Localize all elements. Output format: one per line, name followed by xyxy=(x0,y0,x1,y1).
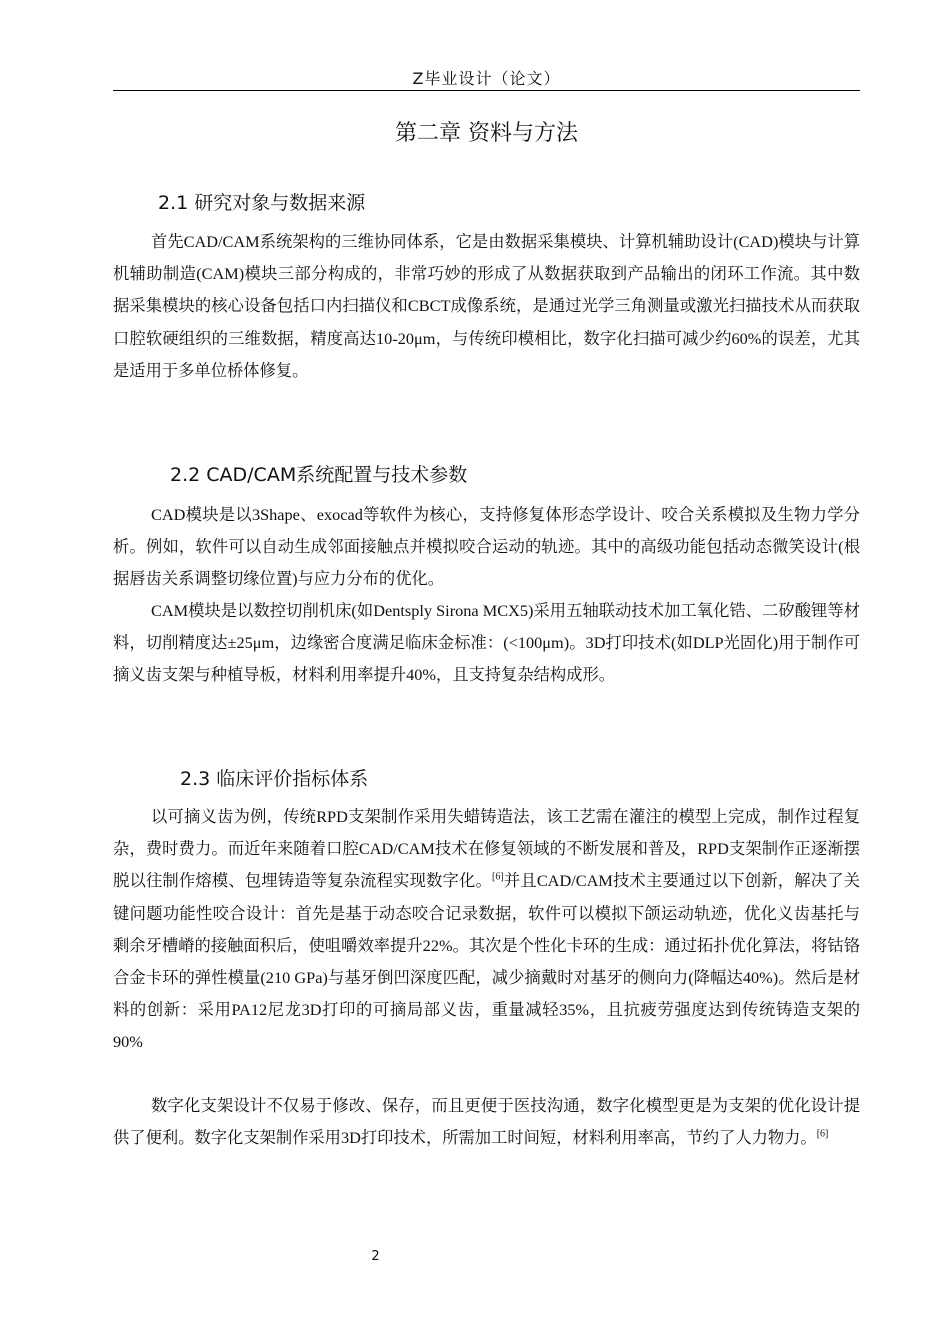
paragraph-text: 并且CAD/CAM技术主要通过以下创新，解决了关键问题功能性咬合设计：首先是基于动态咬合记录数据，软件可以模拟下颌运动轨迹，优化义齿基托与剩余牙槽嵴的接触面积后，使咀嚼效率提升22%。其次是个性化卡环的生成：通过拓扑优化算法，将钴铬合金卡环的弹性模量(210 GPa)与基牙倒凹深度匹配，减少摘戴时对基牙的侧向力(降幅达40%)。然后是材料的创新：采用PA12尼龙3D打印的可摘局部义齿，重量减轻35%，且抗疲劳强度达到传统铸造支架的90% xyxy=(113,871,860,1052)
section-2-2-paragraph-1: CAD模块是以3Shape、exocad等软件为核心，支持修复体形态学设计、咬合关系模拟及生物力学分析。例如，软件可以自动生成邻面接触点并模拟咬合运动的轨迹。其中的高级功能包括动态微笑设计(根据唇齿关系调整切缘位置)与应力分布的优化。 xyxy=(113,505,860,589)
section-2-2-paragraph-2: CAM模块是以数控切削机床(如Dentsply Sirona MCX5)采用五轴联动技术加工氧化锆、二矽酸锂等材料，切削精度达±25μm，边缘密合度满足临床金标准：(<100μm)。3D打印技术(如DLP光固化)用于制作可摘义齿支架与种植导板，材料利用率提升40%，且支持复杂结构成形。 xyxy=(113,601,860,685)
page-number: 2 xyxy=(371,1249,380,1264)
section-heading-2-1: 2.1 研究对象与数据来源 xyxy=(158,192,366,214)
section-heading-2-2: 2.2 CAD/CAM系统配置与技术参数 xyxy=(170,464,468,486)
chapter-title: 第二章 资料与方法 xyxy=(395,121,578,146)
citation-ref: [6] xyxy=(816,1128,829,1140)
section-2-3-paragraph-2 xyxy=(113,1090,860,1154)
paragraph-text: 以可摘义齿为例，传统RPD支架制作采用失蜡铸造法，该工艺需在灌注的模型上完成，制作过程复杂，费时费力。而近年来随着口腔CAD/CAM技术在修复领域的不断发展和普及，RPD支架制作正逐渐摆脱以往制作熔模、包埋铸造等复杂流程实现数字化。 xyxy=(113,807,860,891)
section-2-1-paragraph: 首先CAD/CAM系统架构的三维协同体系，它是由数据采集模块、计算机辅助设计(CAD)模块与计算机辅助制造(CAM)模块三部分构成的，非常巧妙的形成了从数据获取到产品输出的闭环工作流。其中数据采集模块的核心设备包括口内扫描仪和CBCT成像系统，是通过光学三角测量或激光扫描技术从而获取口腔软硬组织的三维数据，精度高达10-20μm，与传统印模相比，数字化扫描可减少约60%的误差，尤其是适用于多单位桥体修复。 xyxy=(113,232,860,380)
page-header: Z毕业设计（论文） xyxy=(412,69,561,88)
section-2-3-paragraph-1 xyxy=(113,801,860,1059)
header-divider xyxy=(113,90,860,91)
citation-ref: [6] xyxy=(492,871,504,883)
section-heading-2-3: 2.3 临床评价指标体系 xyxy=(180,768,369,790)
paragraph-text: 数字化支架设计不仅易于修改、保存，而且更便于医技沟通，数字化模型更是为支架的优化设计提供了便利。数字化支架制作采用3D打印技术，所需加工时间短，材料利用率高，节约了人力物力。 xyxy=(113,1096,860,1148)
